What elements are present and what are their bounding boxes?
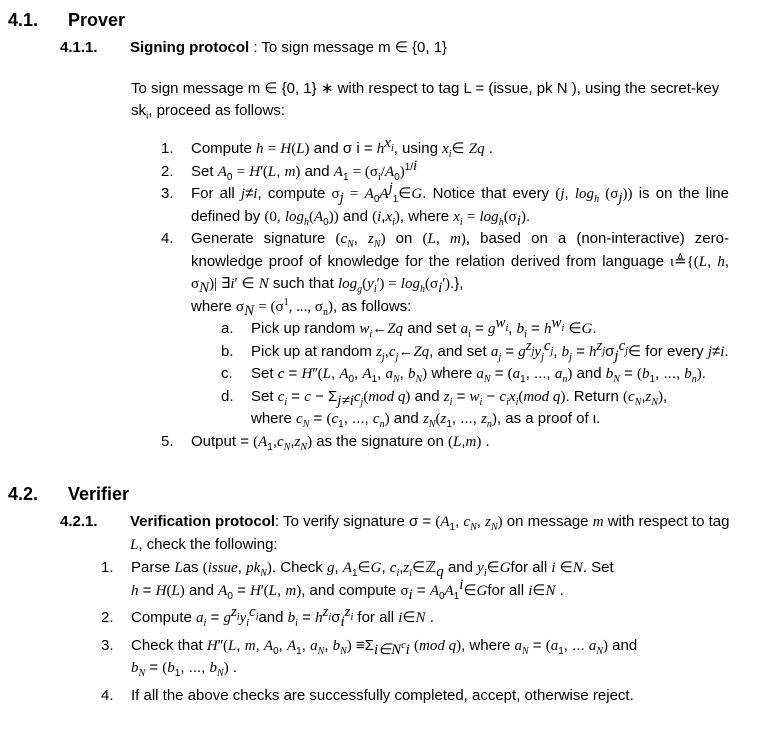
verify-step-1: 1. Parse Las (issue, $pk_N$). Check g, $A_1\in G$, $c_i,z_i\in ℤ_q$ and $y_i\in Gfor$ all i ∈N. Set h = H(L) and $A_0 = H'(L$, m), and compute $\sigma_i$ = $A_0A_1^i\in Gfor$ all i∈N . [101, 559, 614, 603]
step-4c: c. Set c = H″(L, $A_0$, $A_1$, $a_N$, $b_N$) where $a_N = (a_1$, ..., $a_n$) and $b_N = (b_1$, ..., $b_n$). [221, 365, 706, 385]
subsection-text: : To sign message m ∈ {0, 1} [249, 39, 448, 56]
section-number: 4.1. [8, 10, 39, 30]
step-1: 1. Compute h = H(L) and σ $i = h^{x_i}$, using $x_i\in$ Zq . [161, 135, 493, 160]
subsection-title: Signing protocol [130, 39, 250, 56]
step-4d: d. Set $c_i = c - \Sigma_{j\ne i}c_j(mod$ q) and $z_i = w_i - c_ix_i(mod$ q). Return $(c_N,z_N)$, where $c_N = (c_1$, ..., $c_n$) and $z_N(z_1$, ..., $z_n$), as a proof of ι. [221, 387, 668, 430]
step-4-substeps [221, 315, 729, 431]
step-2: 2. Set $A_0 = H'(L$, m) and $A_1 = (\sigma_i/A_0)^{1/i}$ [161, 157, 418, 183]
intro-end: , proceed as follows: [148, 101, 285, 119]
intro-paragraph: To sign message m ∈ {0, 1} ∗ with respect to tag L = (issue, pk N ), using the secret-key $sk_i$, proceed as follows: [131, 80, 720, 122]
verify-step-4: 4. If all the above checks are successfully completed, accept, otherwise reject. [101, 686, 634, 704]
section-heading-4-1 [8, 10, 125, 32]
step-4: 4. Generate signature ($c_N$, $z_N$) on (L, m), based on a (non-interactive) zero-knowledge proof of knowledge for the relation derived from language ι≜{(L, h, $\sigma_N)|$ ∃i′ ∈ N such that $\log_g(y_i') = \log_h(\sigma_i')$.}, where $\sigma_N = (\sigma^1$, ..., $\sigma_n$), as follows: a. Pick up random $w_i\leftarrow Zq$ and set $a_i = g^{w_i}$, $b_i = h^{w_i}$ ∈G. b. Pick up at random $z_j,c_j\leftarrow Zq$, and set $a_j = g^{z_j}y_j^{c_j}$, $b_j$ = $h^{z_j}\sigma_j^{c_j}\in$ for every j≠i. c. Set c = H″(L, $A_0$, $A_1$, $a_N$, $b_N$) where $a_N = (a_1$, ..., $a_n$) and $b_N = (b_1$, ..., $b_n$). d. Set $c_i = c - \Sigma_{j\ne i}c_j(mod$ q) and $z_i = w_i - c_ix_i(mod$ q). Return $(c_N,z_N)$, where $c_N = (c_1$, ..., $c_n$) and $z_N(z_1$, ..., $z_n$), as a proof of ι. [161, 230, 729, 430]
step-4b: b. Pick up at random $z_j,c_j\leftarrow Zq$, and set $a_j = g^{z_j}y_j^{c_j}$, $b_j$ = $h^{z_j}\sigma_j^{c_j}\in$ for every j≠i. [221, 337, 729, 364]
verify-step-2: 2. Compute $a_i = g^{z_i}y_i^{c_i}and$ $b_i = h^{z_i}\sigma_i^{z_i}$ for all i∈N . [101, 604, 434, 630]
subsection-heading-4-2-1: 4.2.1. Verification protocol: To verify signature $\sigma = (A_1$, $c_N$, $z_N$) on message m with respect to tag L, check the following: [60, 513, 730, 553]
signing-steps [161, 135, 729, 453]
subsection-number: 4.1.1. [60, 39, 98, 56]
subsection-title: Verification protocol [130, 513, 276, 530]
subsection-number: 4.2.1. [60, 513, 98, 530]
step-5: 5. Output = $(A_1,c_N,z_N)$ as the signature on (L,m) . [161, 432, 490, 453]
intro-text: To sign message m ∈ {0, 1} ∗ with respect to tag L = (issue, pk N ), using the secret-key sk [131, 80, 720, 119]
verification-steps [101, 557, 729, 706]
step-4a: a. Pick up random $w_i\leftarrow Zq$ and set $a_i = g^{w_i}$, $b_i = h^{w_i}$ ∈G. [221, 315, 597, 340]
section-heading-4-2 [8, 484, 129, 506]
section-number: 4.2. [8, 484, 39, 504]
step-3: 3. For all j≠i, compute $\sigma_j$ = $A_0A^j_1\in G$. Notice that every (j, $\log_h (\sigma_j)$) is on the line defined by (0, $\log_h(A_0)$) and $(i,x_i)$, where $x_i = \log_h(\sigma_i)$. [161, 180, 729, 229]
section-title: Verifier [68, 484, 130, 504]
section-title: Prover [68, 10, 126, 30]
subsection-heading-4-1-1 [60, 37, 447, 59]
verify-step-3: 3. Check that H″(L, m, $A_0$, $A_1$, $a_N$, $b_N) \equiv\Sigma_{i\in N^ci}$ (mod q), where $a_N = (a_1$, ... $a_N$) and $b_N = (b_1$, ..., $b_N$) . [101, 636, 638, 679]
